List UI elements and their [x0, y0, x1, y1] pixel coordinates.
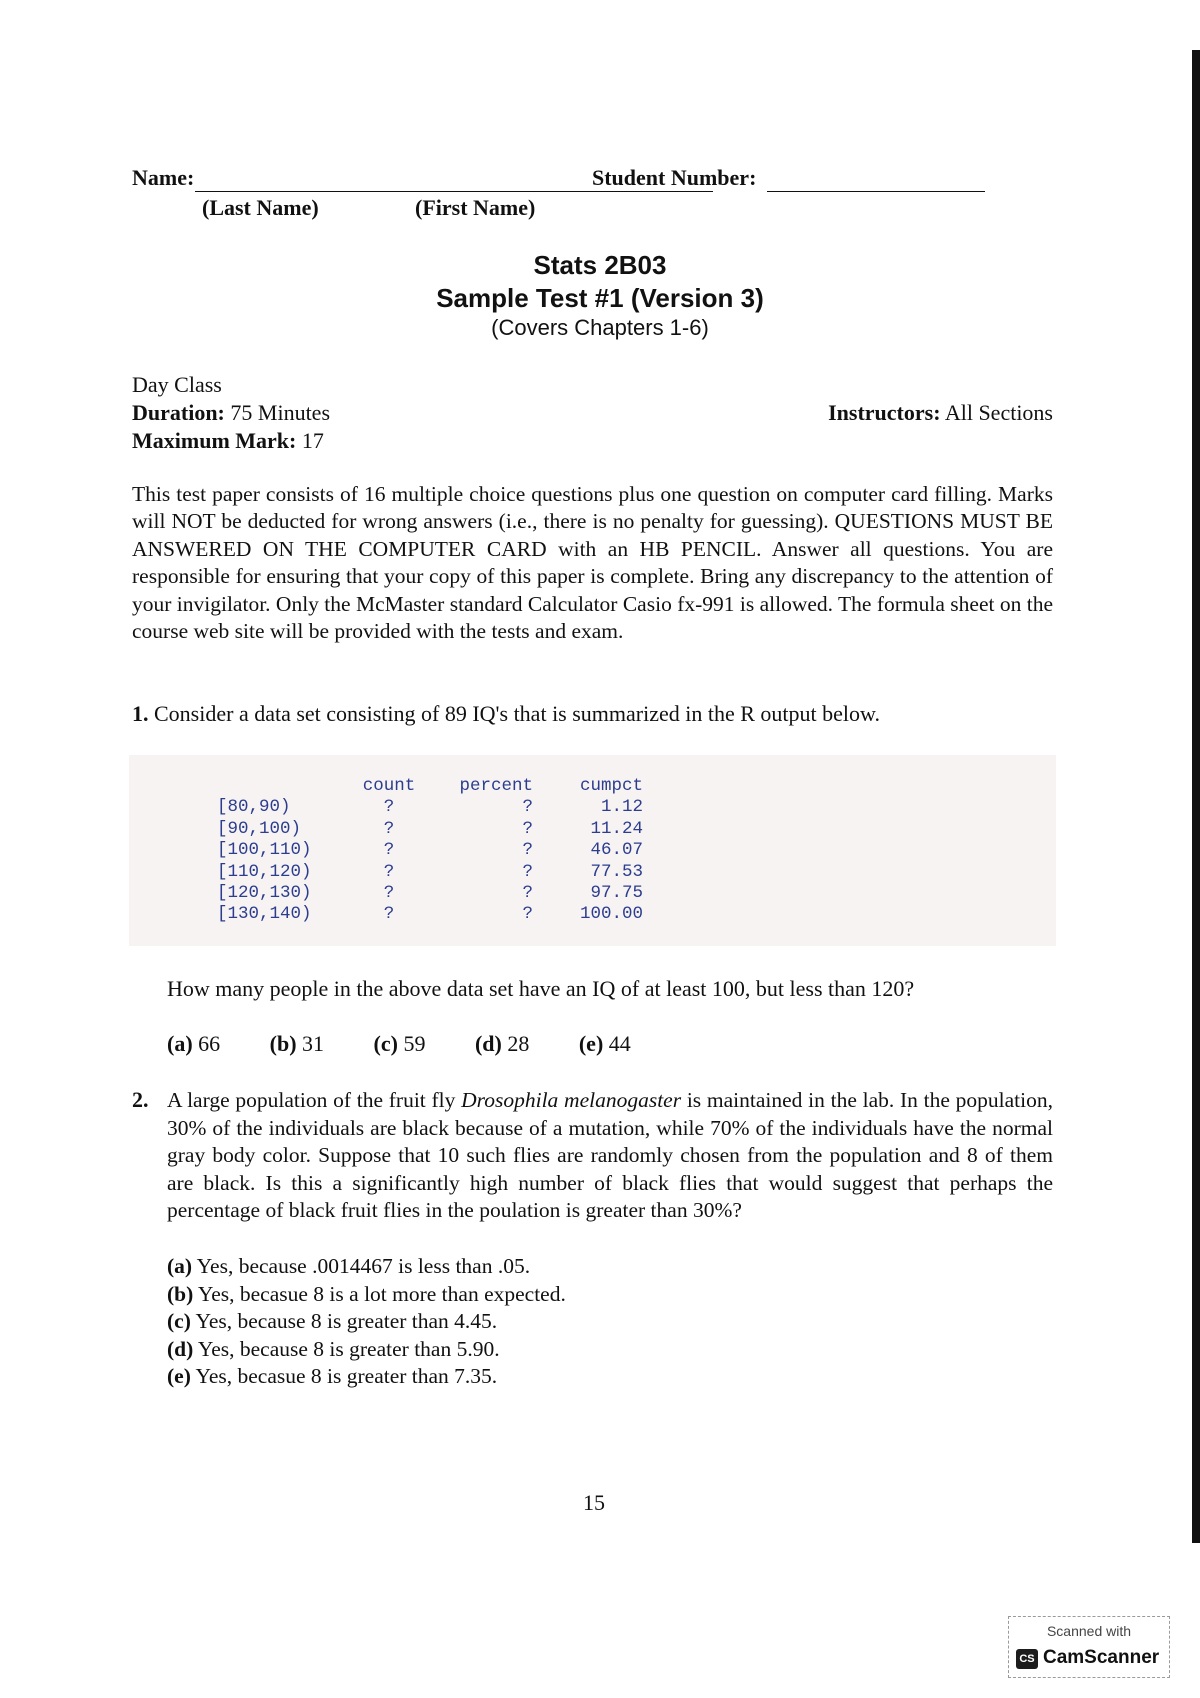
course-title: Stats 2B03 [533, 250, 667, 280]
option-label: (e) [578, 1031, 604, 1056]
question-2-text-start: A large population of the fruit fly [167, 1088, 462, 1112]
table-row [217, 840, 643, 861]
cell-count: ? [383, 797, 395, 818]
coverage-subtitle: (Covers Chapters 1-6) [491, 315, 709, 340]
instructors-value: All Sections [944, 400, 1053, 425]
duration [132, 400, 330, 426]
frequency-table [217, 776, 643, 926]
cell-interval: [100,110) [217, 840, 312, 861]
header-interval [217, 776, 355, 797]
cell-count: ? [383, 840, 395, 861]
table-row [217, 819, 643, 840]
cell-cumpct: 11.24 [590, 818, 643, 839]
cell-cumpct: 77.53 [590, 861, 643, 882]
student-number-blank-line [767, 191, 985, 192]
header-count: count [362, 776, 416, 796]
option-a [167, 1253, 566, 1281]
option-text: 28 [507, 1031, 530, 1056]
option-c [167, 1308, 566, 1336]
cell-interval: [90,100) [217, 818, 302, 839]
camscanner-name: CamScanner [1043, 1647, 1160, 1668]
cell-cumpct: 97.75 [590, 883, 643, 904]
table-header-row [217, 776, 643, 797]
instructors-label: Instructors: [828, 400, 941, 425]
option-a [167, 1031, 242, 1056]
cell-percent: ? [522, 904, 533, 925]
option-label: (e) [167, 1364, 191, 1389]
cell-count: ? [383, 861, 395, 882]
scanned-with-text: Scanned with [1046, 1623, 1132, 1639]
question-1-number: 1. [132, 701, 149, 726]
camscanner-watermark [1008, 1616, 1170, 1678]
question-2-stem [167, 1087, 1053, 1225]
option-text: 31 [302, 1031, 325, 1056]
option-label: (c) [167, 1309, 191, 1334]
max-mark-label: Maximum Mark: [132, 428, 297, 453]
table-row [217, 904, 643, 925]
question-1-text: Consider a data set consisting of 89 IQ's that is summarized in the R output below. [154, 701, 880, 726]
option-text: 66 [198, 1031, 221, 1056]
cell-cumpct: 46.07 [590, 840, 643, 861]
option-text: 59 [403, 1031, 426, 1056]
option-e [167, 1363, 566, 1391]
class-type: Day Class [132, 372, 222, 397]
question-2-options [167, 1253, 566, 1391]
question-1-options [167, 1031, 675, 1057]
option-e [579, 1031, 653, 1056]
cell-cumpct: 1.12 [600, 797, 643, 818]
option-label: (d) [167, 1336, 194, 1361]
option-d [167, 1336, 566, 1364]
first-name-label: (First Name) [415, 195, 536, 220]
cell-percent: ? [522, 840, 533, 861]
name-blank-line [195, 191, 713, 192]
duration-value: 75 Minutes [230, 400, 331, 425]
max-mark-value: 17 [301, 428, 324, 453]
question-1-stem [132, 701, 880, 727]
name-label: Name: [132, 165, 195, 190]
camscanner-logo-icon: CS [1016, 1649, 1038, 1669]
option-b [270, 1031, 346, 1056]
cell-interval: [110,120) [217, 861, 312, 882]
cell-count: ? [383, 904, 395, 925]
cell-interval: [130,140) [217, 904, 312, 925]
table-row [217, 797, 643, 818]
cell-interval: [80,90) [217, 797, 291, 818]
cell-percent: ? [522, 861, 533, 882]
student-number-label: Student Number: [592, 165, 757, 190]
option-text: Yes, because 8 is greater than 4.45. [195, 1309, 498, 1334]
header-cumpct: cumpct [579, 776, 643, 796]
question-1-prompt: How many people in the above data set have an IQ of at least 100, but less than 120? [167, 976, 915, 1001]
maximum-mark [132, 428, 324, 454]
species-name: Drosophila melanogaster [461, 1088, 682, 1112]
question-2-number: 2. [132, 1087, 149, 1112]
option-text: Yes, because 8 is greater than 5.90. [197, 1336, 500, 1361]
cell-count: ? [383, 818, 395, 839]
instructions-paragraph: This test paper consists of 16 multiple choice questions plus one question on computer card filling. Marks will NOT be deducted for wrong answers (i.e., there is no penalty for guessing). QUESTIONS MUST BE ANSWERED ON THE COMPUTER CARD with an HB PENCIL. Answer all questions. You are responsible for ensuring that your copy of this paper is complete. Bring any discrepancy to the attention of your invigilator. Only the McMaster standard Calculator Casio fx-991 is allowed. The formula sheet on the course web site will be provided with the tests and exam. [132, 482, 1053, 644]
last-name-label: (Last Name) [202, 195, 319, 220]
option-text: Yes, becasue 8 is a lot more than expected. [197, 1281, 566, 1306]
option-label: (b) [269, 1031, 297, 1056]
student-header [132, 165, 1032, 195]
cell-cumpct: 100.00 [579, 904, 643, 925]
header-percent: percent [459, 776, 533, 796]
option-label: (a) [167, 1031, 193, 1056]
cell-percent: ? [522, 797, 533, 818]
option-label: (c) [373, 1031, 398, 1056]
table-row [217, 862, 643, 883]
cell-interval: [120,130) [217, 883, 312, 904]
option-label: (b) [167, 1281, 194, 1306]
instructors [828, 400, 1053, 426]
option-label: (d) [474, 1031, 502, 1056]
option-text: Yes, because .0014467 is less than .05. [196, 1254, 531, 1278]
test-title: Sample Test #1 (Version 3) [436, 283, 764, 313]
page-number: 15 [583, 1490, 605, 1515]
option-b [167, 1281, 566, 1309]
option-text: 44 [608, 1031, 631, 1056]
option-c [374, 1031, 448, 1056]
duration-label: Duration: [132, 400, 225, 425]
cell-percent: ? [522, 818, 533, 839]
option-d [475, 1031, 551, 1056]
option-label: (a) [167, 1254, 193, 1278]
table-row [217, 883, 643, 904]
option-text: Yes, becasue 8 is greater than 7.35. [195, 1364, 498, 1389]
question-2-text-end: is maintained in the lab. In the population, 30% of the individuals are black because of a mutation, while 70% of the individuals have the normal gray body color. Suppose that 10 such flies are randomly chosen from the population and 8 of them are black. Is this a significantly high number of black flies that would suggest that perhaps the percentage of black fruit flies in the poulation is greater than 30%? [167, 1088, 1054, 1223]
cell-percent: ? [522, 883, 533, 904]
cell-count: ? [383, 883, 395, 904]
